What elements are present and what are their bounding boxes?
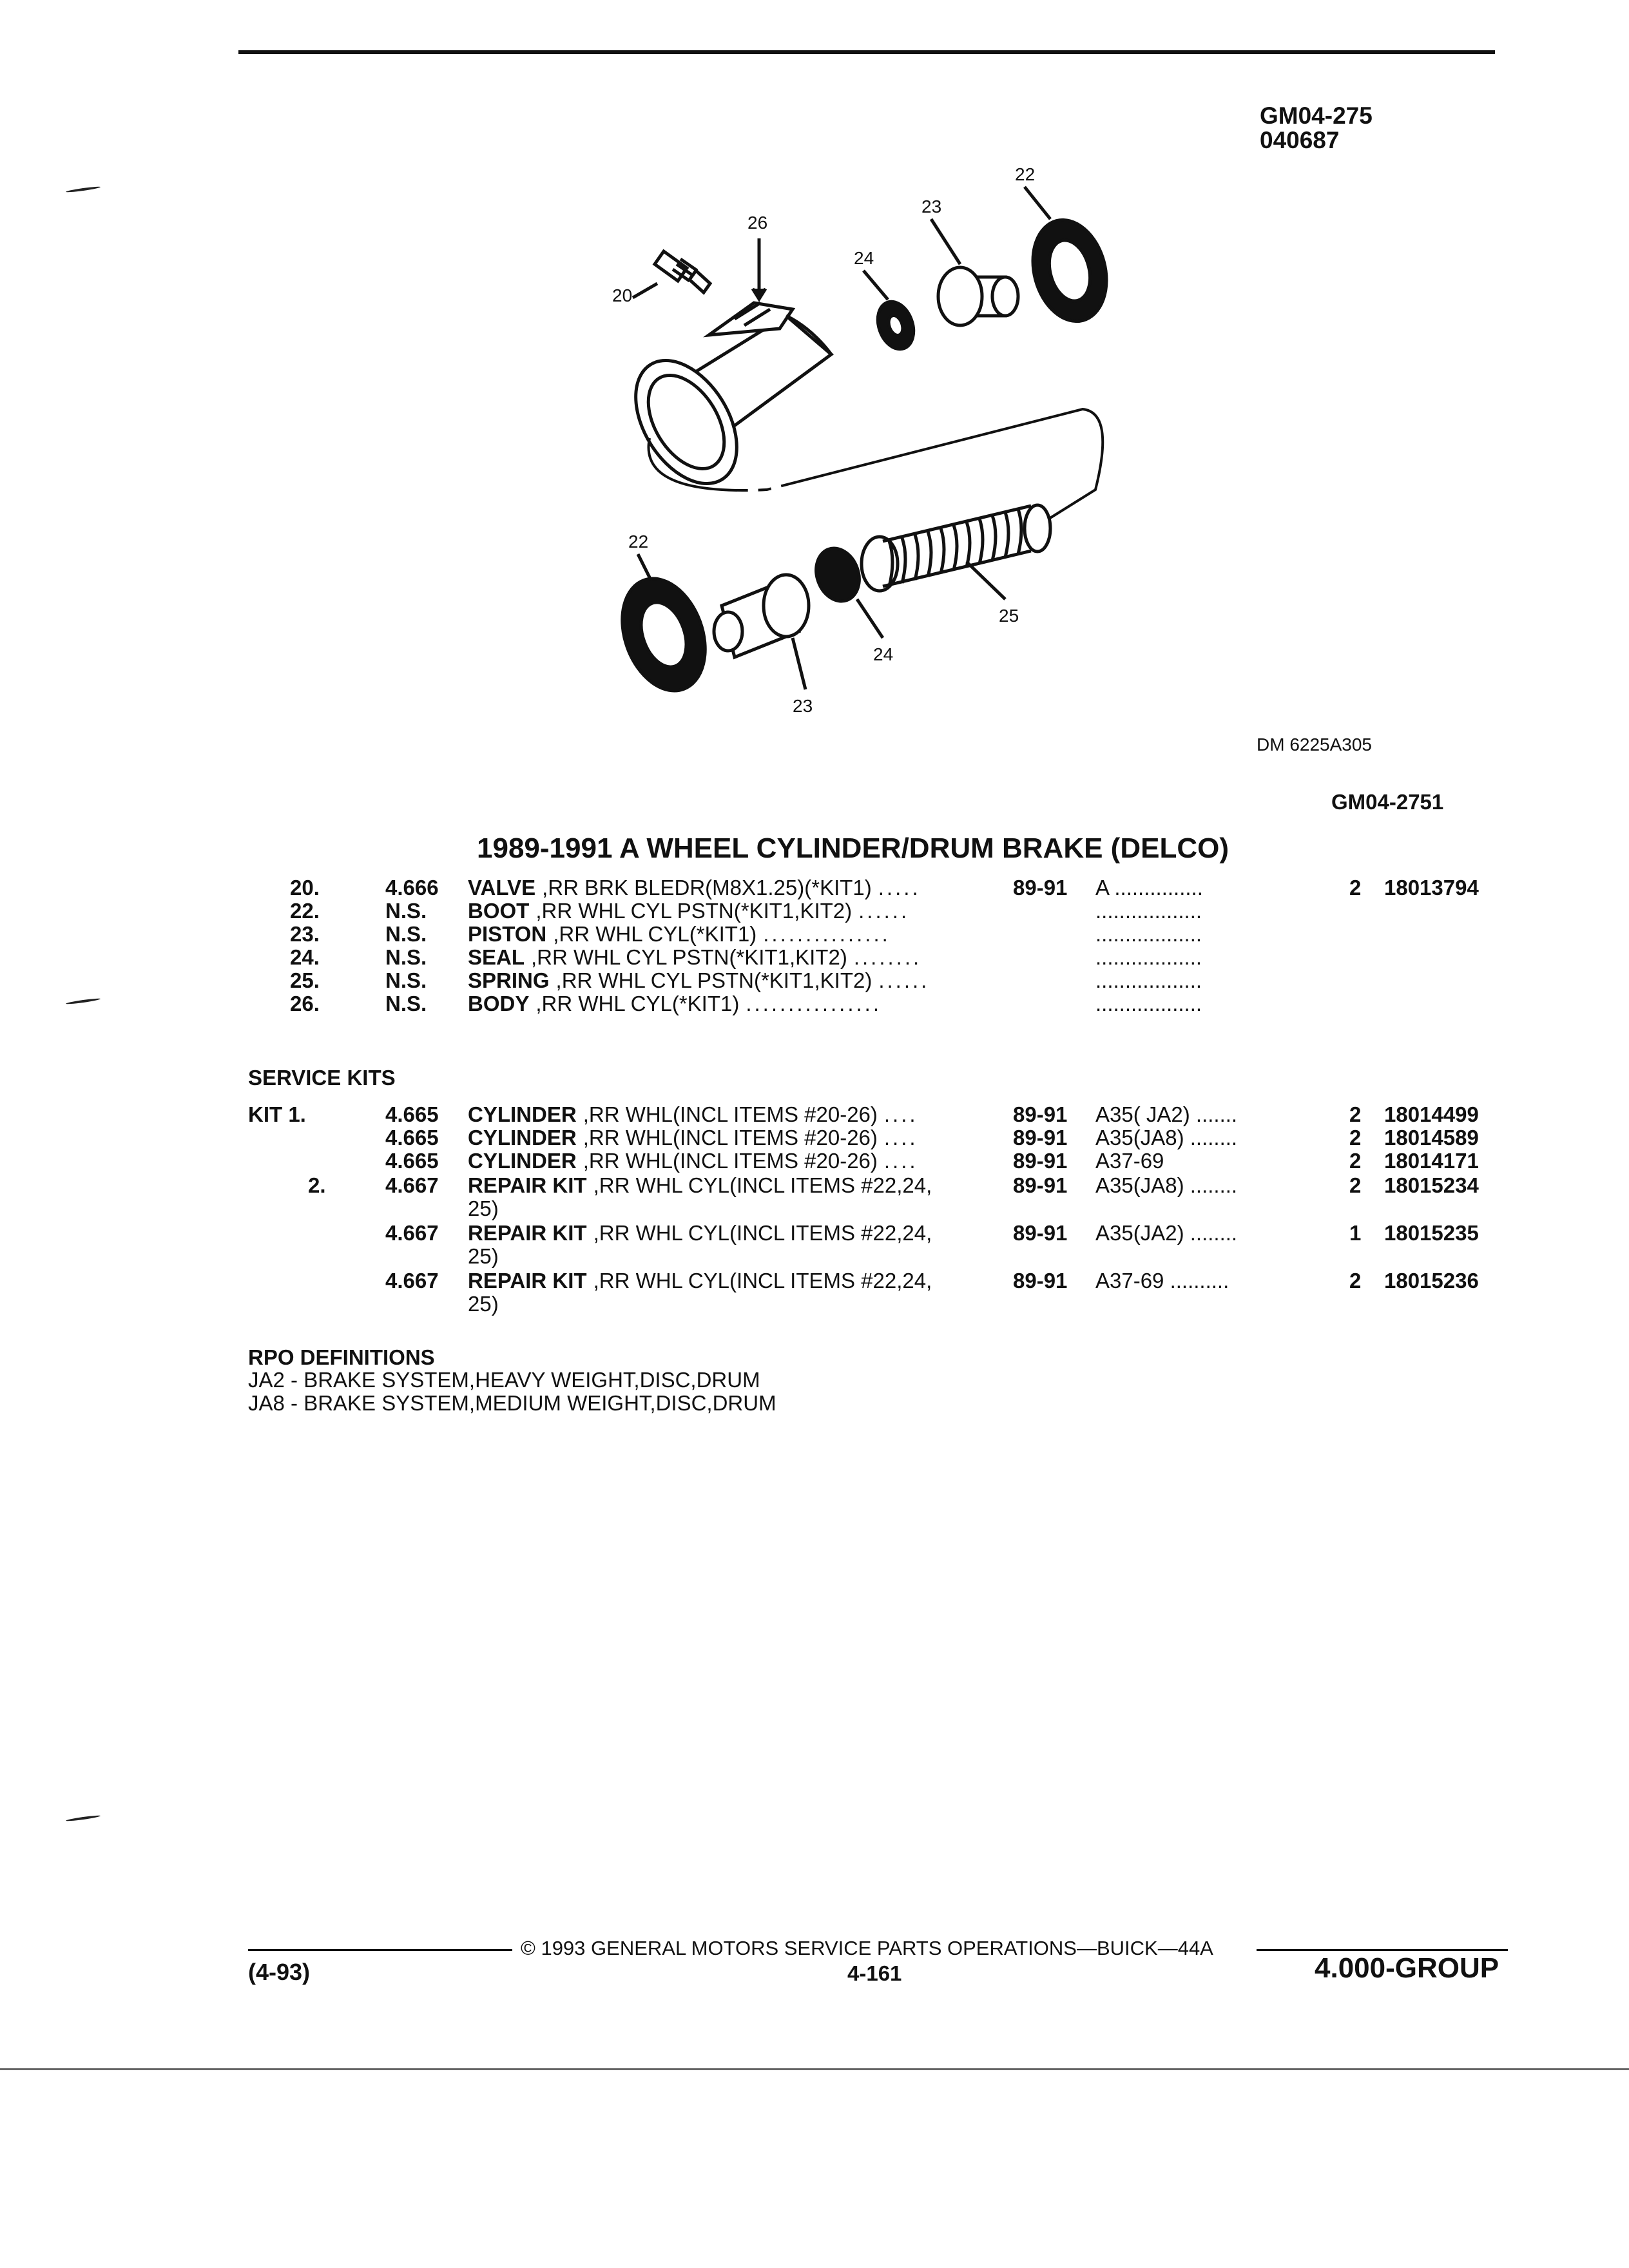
item-number: 26.: [290, 992, 320, 1015]
margin-mark: [66, 186, 101, 193]
model-years: 89-91: [1013, 1173, 1068, 1197]
group-number: N.S.: [385, 922, 427, 946]
item-number: 24.: [290, 945, 320, 969]
part-description: ,RR WHL CYL PSTN(*KIT1,KIT2): [535, 899, 853, 923]
leader-dots: .....: [878, 876, 921, 899]
group-number: 4.665: [385, 1102, 439, 1126]
rpo-heading: RPO DEFINITIONS: [248, 1345, 435, 1369]
footer-rule: [1257, 1949, 1508, 1951]
series-code: ..................: [1095, 899, 1202, 923]
rpo-definition: JA2 - BRAKE SYSTEM,HEAVY WEIGHT,DISC,DRUM: [248, 1368, 760, 1392]
part-number: 18013794: [1384, 876, 1479, 899]
group-number: N.S.: [385, 992, 427, 1015]
callout-23: 23: [793, 696, 813, 716]
model-years: 89-91: [1013, 1149, 1068, 1173]
series-code: ..................: [1095, 992, 1202, 1015]
series-code: A37-69 ..........: [1095, 1269, 1229, 1293]
series-code: A ...............: [1095, 876, 1203, 899]
kit-description: ,RR WHL CYL(INCL ITEMS #22,24,: [593, 1269, 932, 1293]
series-code: ..................: [1095, 945, 1202, 969]
top-rule: [238, 50, 1495, 54]
callout-24: 24: [873, 644, 894, 664]
part-description: ,RR BRK BLEDR(M8X1.25)(*KIT1): [542, 876, 872, 899]
catalog-date-code: 040687: [1260, 127, 1340, 153]
callout-22: 22: [628, 532, 649, 552]
model-years: 89-91: [1013, 1221, 1068, 1245]
kit-name: REPAIR KIT: [468, 1173, 587, 1197]
part-number: 18014499: [1384, 1102, 1479, 1126]
part-number: 18015234: [1384, 1173, 1479, 1197]
model-years: 89-91: [1013, 876, 1068, 899]
item-number: 23.: [290, 922, 320, 946]
spring-part: [862, 505, 1050, 591]
group-number: N.S.: [385, 945, 427, 969]
section-title: 1989-1991 A WHEEL CYLINDER/DRUM BRAKE (DELCO): [477, 832, 1229, 864]
group-number: 4.667: [385, 1173, 439, 1197]
wheel-cylinder-exploded-diagram: [580, 155, 1173, 722]
figure-code: GM04-2751: [1331, 790, 1444, 814]
quantity: 2: [1349, 876, 1362, 899]
margin-mark: [66, 1814, 101, 1821]
leader-dots: ....: [883, 1149, 918, 1173]
group-number: 4.667: [385, 1221, 439, 1245]
kit-description: ,RR WHL CYL(INCL ITEMS #22,24,: [593, 1173, 932, 1197]
quantity: 2: [1349, 1126, 1362, 1149]
item-number: 20.: [290, 876, 320, 899]
rpo-definition: JA8 - BRAKE SYSTEM,MEDIUM WEIGHT,DISC,DRUM: [248, 1391, 776, 1415]
quantity: 2: [1349, 1102, 1362, 1126]
part-name: VALVE: [468, 876, 536, 899]
revision-date: (4-93): [248, 1959, 311, 1985]
group-number: 4.665: [385, 1149, 439, 1173]
item-number: 22.: [290, 899, 320, 923]
group-number: 4.665: [385, 1126, 439, 1149]
part-description: ,RR WHL CYL PSTN(*KIT1,KIT2): [555, 968, 872, 992]
bottom-rule: [0, 2068, 1629, 2070]
item-number: 25.: [290, 968, 320, 992]
figure-reference: DM 6225A305: [1257, 735, 1373, 754]
model-years: 89-91: [1013, 1269, 1068, 1293]
leader-dots: ................: [746, 992, 882, 1015]
series-code: A37-69: [1095, 1149, 1164, 1173]
leader-dots: ........: [853, 945, 922, 969]
kit-description: ,RR WHL(INCL ITEMS #20-26): [583, 1102, 878, 1126]
group-number: 4.667: [385, 1269, 439, 1293]
kit-name: REPAIR KIT: [468, 1269, 587, 1293]
group-number: N.S.: [385, 899, 427, 923]
kit-description: ,RR WHL(INCL ITEMS #20-26): [583, 1149, 878, 1173]
quantity: 2: [1349, 1173, 1362, 1197]
kit-number: 2.: [308, 1173, 326, 1197]
kit-description: ,RR WHL(INCL ITEMS #20-26): [583, 1126, 878, 1149]
group-number: 4.000-GROUP: [1315, 1952, 1499, 1984]
callout-20: 20: [612, 285, 633, 305]
quantity: 1: [1349, 1221, 1362, 1245]
service-kits-heading: SERVICE KITS: [248, 1066, 396, 1090]
part-name: BOOT: [468, 899, 530, 923]
series-code: A35(JA8) ........: [1095, 1173, 1238, 1197]
kit-name: CYLINDER: [468, 1149, 577, 1173]
series-code: A35( JA2) .......: [1095, 1102, 1238, 1126]
cylinder-body-part: [615, 303, 831, 501]
part-description: ,RR WHL CYL PSTN(*KIT1,KIT2): [531, 945, 847, 969]
callout-26: 26: [747, 213, 768, 233]
model-years: 89-91: [1013, 1102, 1068, 1126]
kit-number: KIT 1.: [248, 1102, 306, 1126]
kit-description-continued: 25): [468, 1292, 499, 1316]
kit-name: REPAIR KIT: [468, 1221, 587, 1245]
series-code: A35(JA8) ........: [1095, 1126, 1238, 1149]
quantity: 2: [1349, 1269, 1362, 1293]
leader-dots: ......: [878, 968, 930, 992]
copyright: © 1993 GENERAL MOTORS SERVICE PARTS OPERATIONS—BUICK—44A: [521, 1937, 1213, 1959]
part-name: SEAL: [468, 945, 525, 969]
part-number: 18015236: [1384, 1269, 1479, 1293]
part-number: 18014171: [1384, 1149, 1479, 1173]
kit-description-continued: 25): [468, 1196, 499, 1220]
leader-dots: ...............: [763, 922, 891, 946]
callout-22: 22: [1015, 164, 1036, 184]
series-code: ..................: [1095, 922, 1202, 946]
kit-name: CYLINDER: [468, 1102, 577, 1126]
series-code: A35(JA2) ........: [1095, 1221, 1238, 1245]
leader-dots: ......: [858, 899, 910, 923]
part-name: BODY: [468, 992, 530, 1015]
kit-description-continued: 25): [468, 1244, 499, 1268]
callout-25: 25: [999, 606, 1019, 626]
footer-rule: [248, 1949, 512, 1951]
margin-mark: [66, 997, 101, 1004]
leader-dots: ....: [883, 1126, 918, 1149]
part-number: 18015235: [1384, 1221, 1479, 1245]
bleeder-valve-part: [655, 251, 710, 293]
kit-name: CYLINDER: [468, 1126, 577, 1149]
part-number: 18014589: [1384, 1126, 1479, 1149]
model-years: 89-91: [1013, 1126, 1068, 1149]
page-number: 4-161: [847, 1961, 902, 1985]
leader-dots: ....: [883, 1102, 918, 1126]
callout-24: 24: [854, 248, 874, 268]
part-name: PISTON: [468, 922, 547, 946]
kit-description: ,RR WHL CYL(INCL ITEMS #22,24,: [593, 1221, 932, 1245]
catalog-code: GM04-275: [1260, 102, 1373, 129]
part-description: ,RR WHL CYL(*KIT1): [535, 992, 740, 1015]
group-number: N.S.: [385, 968, 427, 992]
group-number: 4.666: [385, 876, 439, 899]
callout-23: 23: [921, 197, 942, 216]
part-name: SPRING: [468, 968, 550, 992]
series-code: ..................: [1095, 968, 1202, 992]
quantity: 2: [1349, 1149, 1362, 1173]
part-description: ,RR WHL CYL(*KIT1): [553, 922, 757, 946]
